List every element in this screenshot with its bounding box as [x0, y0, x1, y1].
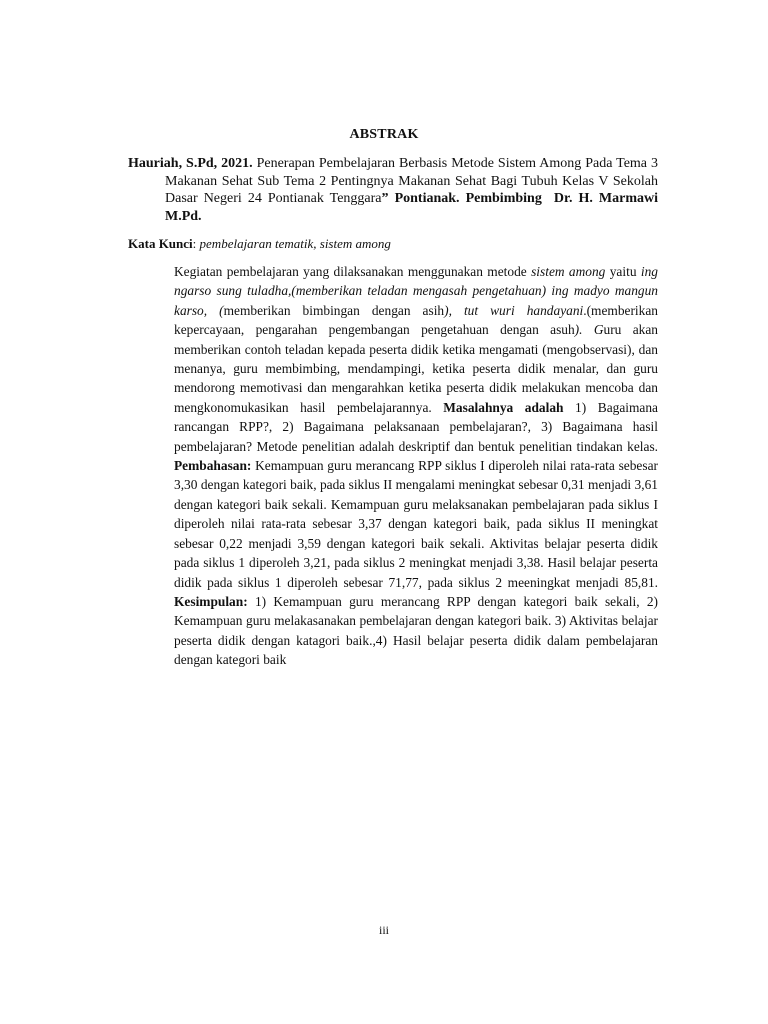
- abstract-text-7: Kemampuan guru merancang RPP siklus I diperoleh nilai rata-rata sebesar 3,30 dengan kategori baik, pada siklus II mengalami meningkat sebesar 0,31 menjadi 3,61 dengan kategori baik sekali. Kemampuan guru melaksanakan pembelajaran pada siklus I diperoleh nilai rata-rata sebesar 3,37 dengan kategori baik, pada siklus II meningkat sebesar 0,22 menjadi 3,59 dengan kategori baik sekali. Aktivitas belajar peserta didik pada siklus 1 diperoleh 3,21, pada siklus 2 meningkat menjadi 3,38. Hasil belajar peserta didik pada siklus 1 diperoleh sebesar 71,77, pada siklus 2 meeningkat menjadi 85,81.: [174, 458, 658, 590]
- abstract-text-8: 1) Kemampuan guru merancang RPP dengan kategori baik sekali, 2) Kemampuan guru melakasanakan pembelajaran dengan kategori baik. 3) Aktivitas belajar peserta didik dengan katagori baik.,4) Hasil belajar peserta didik dalam pembelajaran dengan kategori baik: [174, 593, 658, 668]
- abstract-text-3: memberikan bimbingan dengan asih: [223, 302, 445, 318]
- abstract-text-4: .(memberikan kepercayaan, pengarahan pengembangan pengetahuan dengan asuh: [174, 302, 658, 338]
- abstract-heading-pembahasan: Pembahasan:: [174, 458, 252, 474]
- keywords-value: pembelajaran tematik, sistem among: [199, 236, 391, 251]
- citation-author-year: Hauriah, S.Pd, 2021.: [128, 156, 253, 171]
- keywords-label: Kata Kunci: [128, 236, 193, 251]
- abstract-heading-kesimpulan: Kesimpulan:: [174, 593, 248, 609]
- abstract-term-sistem-among: sistem among: [531, 264, 606, 279]
- abstract-term-ing-ngarso: ing ngarso sung tuladha,(memberikan teladan mengasah pengetahuan) ing madyo mangun karso, (: [174, 264, 658, 318]
- abstract-text-6: 1) Bagaimana rancangan RPP?, 2) Bagaimana pelaksanaan pembelajaran?, 3) Bagaimana hasil pembelajaran? Metode penelitian adalah deskriptif dan bentuk penelitian tindakan kelas.: [174, 399, 658, 454]
- abstract-body: [174, 262, 658, 670]
- abstract-title: ABSTRAK: [349, 127, 419, 142]
- citation-thesis-title: Penerapan Pembelajaran Berbasis Metode Sistem Among Pada Tema 3 Makanan Sehat Sub Tema 2 Pentingnya Makanan Sehat Bagi Tubuh Kelas V Sekolah Dasar Negeri 24 Pontianak Tenggara: [165, 156, 658, 206]
- citation: [128, 155, 658, 225]
- abstract-text-2: yaitu: [605, 264, 641, 279]
- abstract-term-tut-wuri: ), tut wuri handayani: [444, 302, 584, 318]
- citation-place: Pontianak.: [394, 191, 460, 206]
- abstract-term-g: ). G: [574, 322, 604, 338]
- abstract-text-5: uru akan memberikan contoh teladan kepada peserta didik ketika mengamati (mengobservasi), dan menanya, guru membimbing, mendampingi, ketika peserta didik menalar, dan guru mendorong memotivasi dan mengarahkan ketika peserta didik melakukan mencoba dan mengkonomukasikan hasil pembelajarannya.: [174, 322, 658, 415]
- citation-advisor-label: Pembimbing: [465, 191, 542, 206]
- keywords: [128, 235, 658, 252]
- keywords-separator: :: [192, 236, 197, 251]
- citation-closing-quote: ”: [381, 191, 389, 206]
- citation-advisor-name: Dr. H. Marmawi M.Pd.: [165, 191, 659, 224]
- page-number: iii: [378, 923, 389, 937]
- abstract-heading-masalah: Masalahnya adalah: [443, 399, 564, 415]
- abstract-text-1: Kegiatan pembelajaran yang dilaksanakan menggunakan metode: [174, 264, 532, 279]
